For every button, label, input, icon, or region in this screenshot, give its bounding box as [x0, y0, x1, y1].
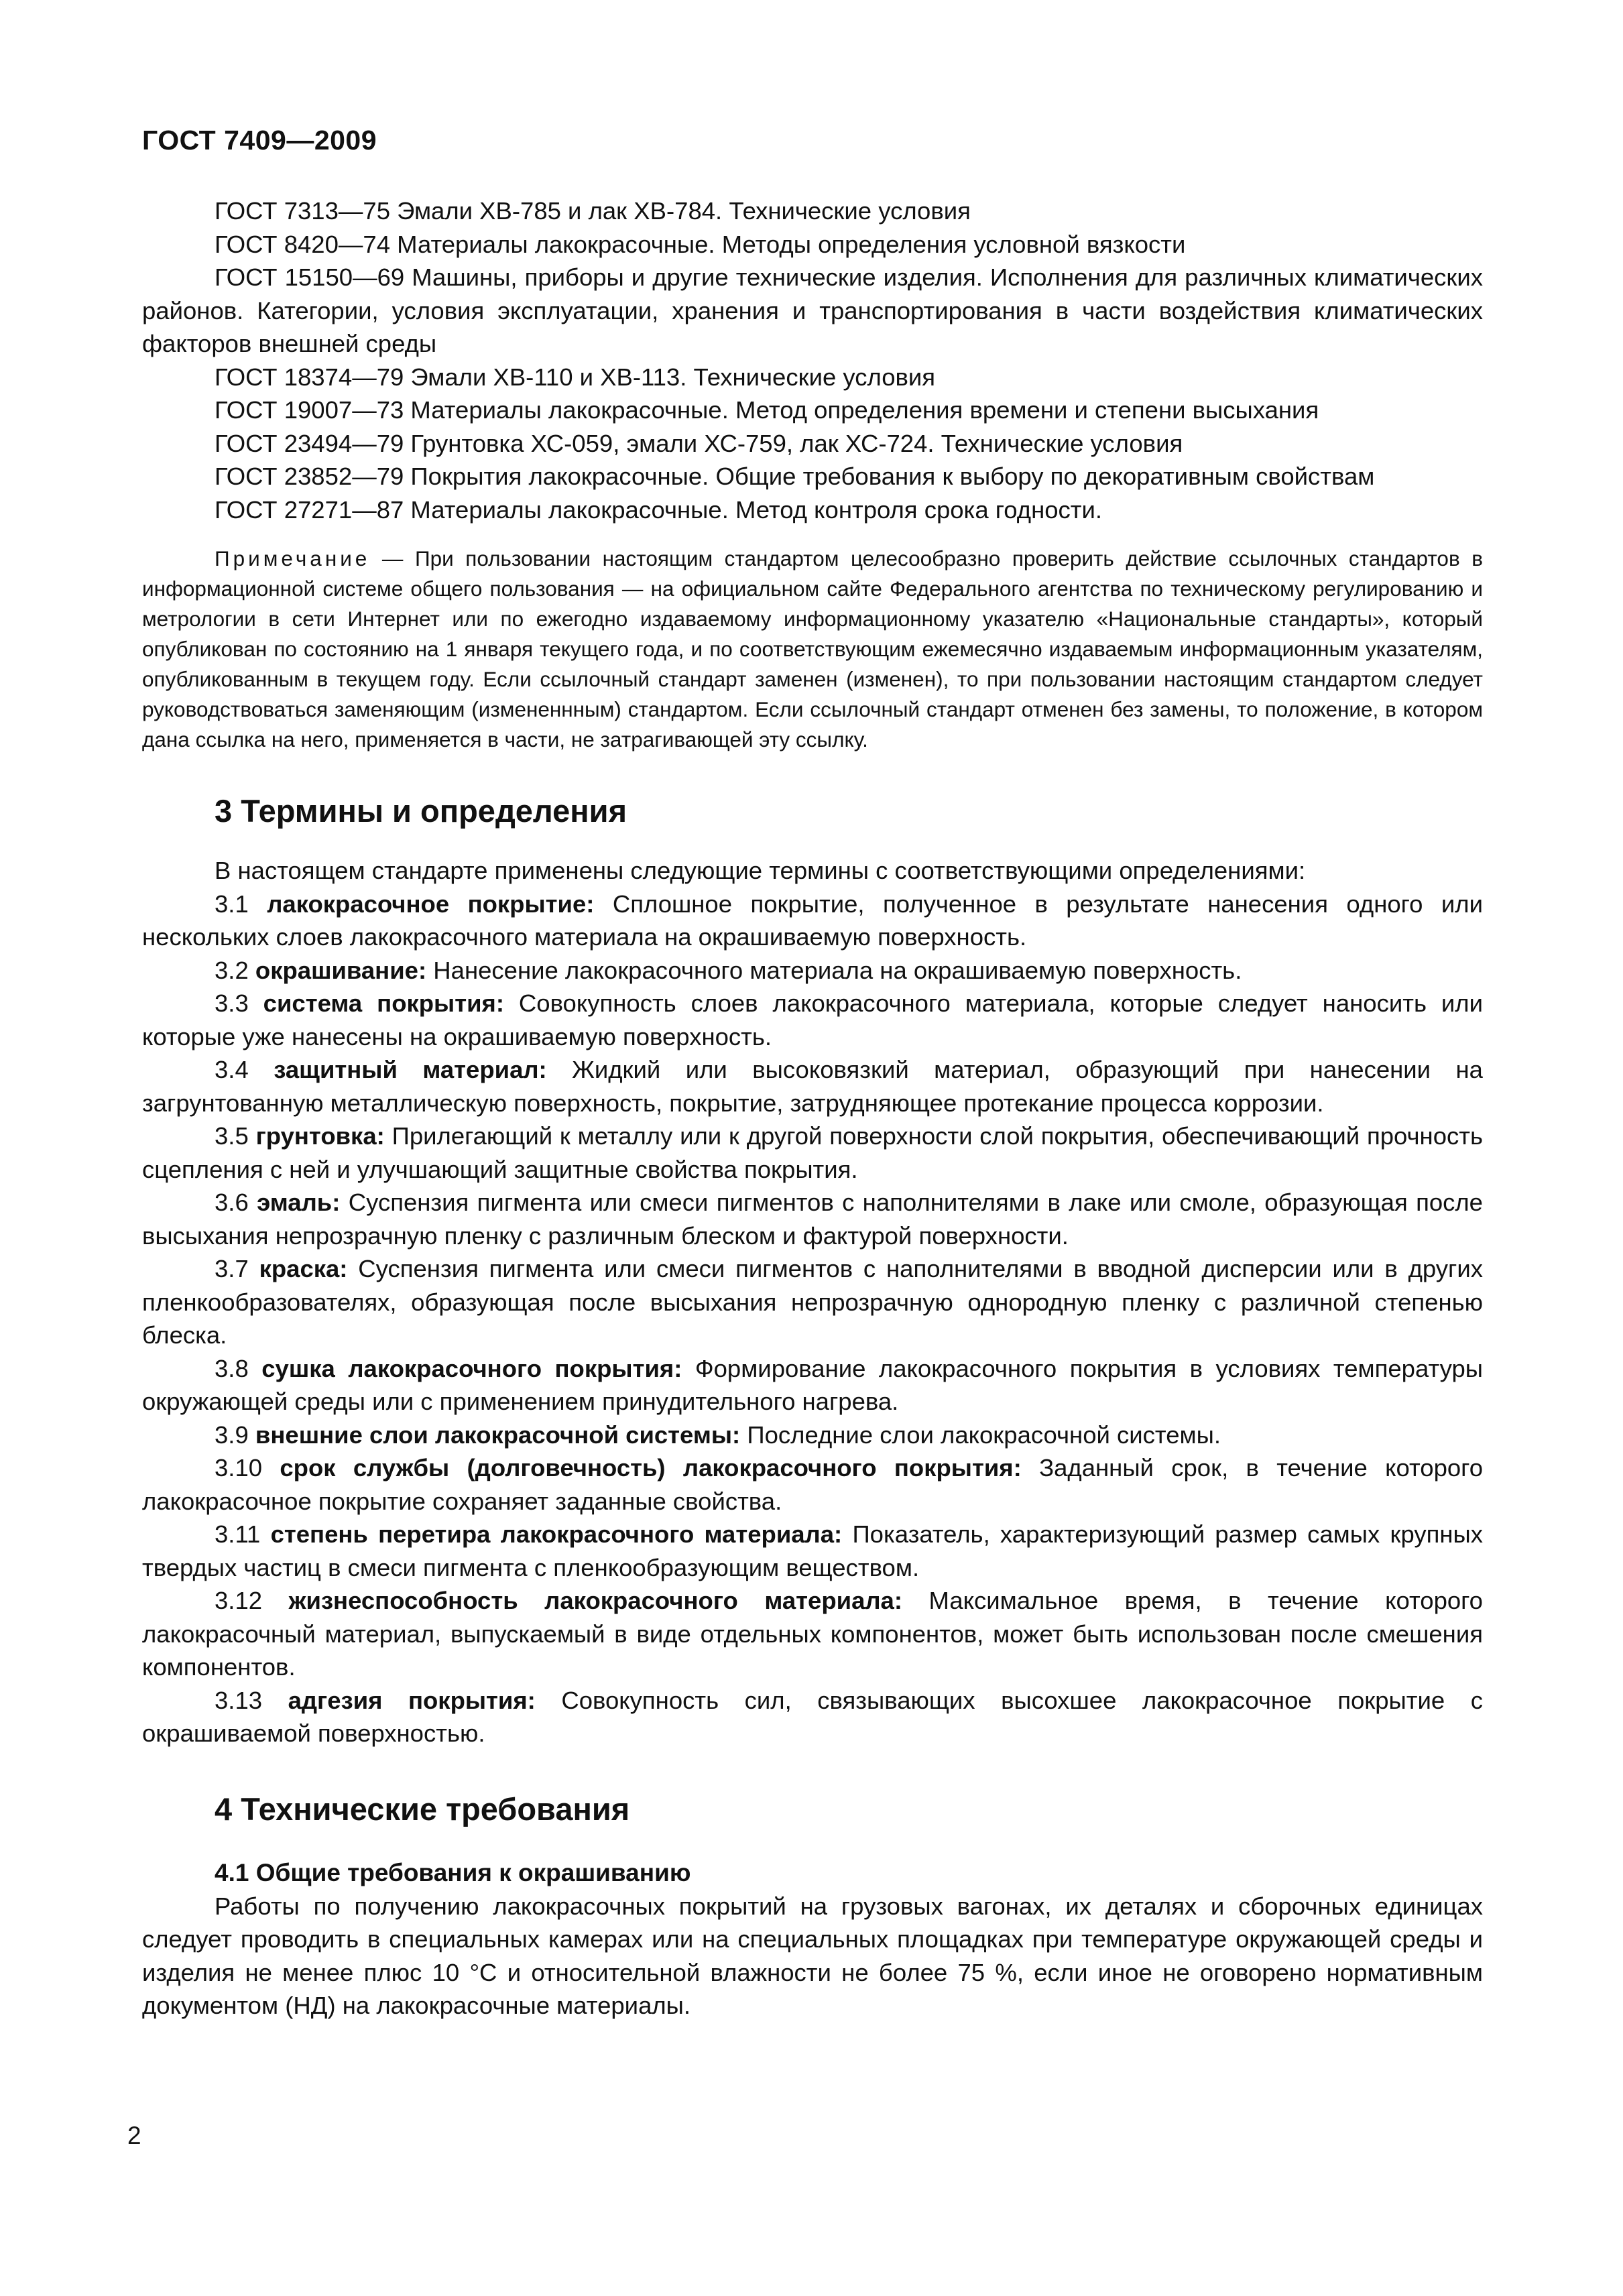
normative-references-list: [142, 194, 1483, 526]
term-number: 3.1: [215, 890, 249, 918]
term-name: степень перетира лакокрасочного материала:: [270, 1520, 843, 1548]
term-number: 3.9: [215, 1421, 249, 1449]
term-text: Совокупность сил, связывающих высохшее лакокрасочное покрытие с окрашиваемой поверхностью.: [142, 1686, 1483, 1747]
term-name: срок службы (долговечность) лакокрасочного покрытия:: [280, 1454, 1022, 1482]
term-text: Жидкий или высоковязкий материал, образующий при нанесении на загрунтованную металлическую поверхность, покрытие, затрудняющее протекание процесса коррозии.: [142, 1056, 1483, 1117]
section-3-heading: 3 Термины и определения: [215, 793, 627, 829]
term-definition: [142, 1518, 1483, 1584]
term-number: 3.8: [215, 1354, 249, 1382]
term-definition: [142, 888, 1483, 954]
term-number: 3.2: [215, 956, 249, 984]
term-name: адгезия покрытия:: [288, 1686, 536, 1714]
term-name: окрашивание:: [255, 956, 427, 984]
term-name: система покрытия:: [263, 989, 504, 1017]
page-number: 2: [127, 2122, 141, 2149]
term-number: 3.3: [215, 989, 249, 1017]
note-text: — При пользовании настоящим стандартом целесообразно проверить действие ссылочных стандартов в информационной системе общего пользования — на официальном сайте Федерального агентства по техническому регулированию и метрологии в сети Интернет или по ежегодно издаваемому информационному указателю «Национальные стандарты», который опубликован по состоянию на 1 января текущего года, и по соответствующим ежемесячно издаваемым информационным указателям, опубликованным в текущем году. Если ссылочный стандарт заменен (изменен), то при пользовании настоящим стандартом следует руководствоваться заменяющим (измененнным) стандартом. Если ссылочный стандарт отменен без замены, то положение, в котором дана ссылка на него, применяется в части, не затрагивающей эту ссылку.: [142, 546, 1483, 751]
term-number: 3.13: [215, 1686, 263, 1714]
term-name: сушка лакокрасочного покрытия:: [261, 1354, 682, 1382]
reference-item: ГОСТ 23494—79 Грунтовка ХС-059, эмали ХС-759, лак ХС-724. Технические условия: [215, 429, 1183, 457]
term-number: 3.12: [215, 1587, 263, 1614]
term-definition: [142, 1584, 1483, 1684]
running-head: ГОСТ 7409—2009: [142, 125, 377, 156]
subsection-4-1-heading: 4.1 Общие требования к окрашиванию: [215, 1858, 691, 1886]
term-text: Нанесение лакокрасочного материала на окрашиваемую поверхность.: [433, 956, 1242, 984]
term-number: 3.6: [215, 1189, 249, 1216]
term-text: Максимальное время, в течение которого лакокрасочный материал, выпускаемый в виде отдельных компонентов, может быть использован после смешения компонентов.: [142, 1587, 1483, 1681]
term-definition: [142, 1352, 1483, 1418]
term-number: 3.5: [215, 1122, 249, 1150]
subsection-4-1-paragraph: Работы по получению лакокрасочных покрытий на грузовых вагонах, их деталях и сборочных единицах следует проводить в специальных камерах или на специальных площадках при температуре окружающей среды и изделия не менее плюс 10 °С и относительной влажности не более 75 %, если иное не оговорено нормативным документом (НД) на лакокрасочные материалы.: [142, 1892, 1483, 2019]
reference-item: ГОСТ 19007—73 Материалы лакокрасочные. Метод определения времени и степени высыхания: [215, 396, 1319, 424]
note-paragraph: [142, 544, 1483, 755]
term-text: Совокупность слоев лакокрасочного материала, которые следует наносить или которые уже нанесены на окрашиваемую поверхность.: [142, 989, 1483, 1050]
reference-item: ГОСТ 15150—69 Машины, приборы и другие технические изделия. Исполнения для различных климатических районов. Категории, условия эксплуатации, хранения и транспортирования в части воздействия климатических факторов внешней среды: [142, 263, 1483, 357]
term-definition: [142, 987, 1483, 1053]
term-definition: [142, 1186, 1483, 1252]
reference-item: ГОСТ 7313—75 Эмали ХВ-785 и лак ХВ-784. Технические условия: [215, 197, 971, 225]
page-content: [142, 194, 1483, 2022]
reference-item: ГОСТ 8420—74 Материалы лакокрасочные. Методы определения условной вязкости: [215, 230, 1186, 258]
term-text: Последние слои лакокрасочной системы.: [747, 1421, 1221, 1449]
term-definition: [142, 954, 1483, 987]
term-number: 3.4: [215, 1056, 249, 1083]
term-number: 3.7: [215, 1255, 249, 1282]
term-text: Сплошное покрытие, полученное в результате нанесения одного или нескольких слоев лакокрасочного материала на окрашиваемую поверхность.: [142, 890, 1483, 951]
term-text: Формирование лакокрасочного покрытия в условиях температуры окружающей среды или с применением принудительного нагрева.: [142, 1354, 1483, 1415]
term-text: Суспензия пигмента или смеси пигментов с наполнителями в вводной дисперсии или в других пленкообразователях, образующая после высыхания непрозрачную однородную пленку с различной степенью блеска.: [142, 1255, 1483, 1349]
term-name: защитный материал:: [274, 1056, 547, 1083]
term-number: 3.11: [215, 1520, 261, 1548]
term-definition: [142, 1053, 1483, 1120]
note-label: Примечание: [215, 546, 371, 570]
section-3-intro: В настоящем стандарте применены следующие термины с соответствующими определениями:: [215, 857, 1306, 884]
reference-item: ГОСТ 27271—87 Материалы лакокрасочные. Метод контроля срока годности.: [215, 495, 1103, 524]
term-definition: [142, 1451, 1483, 1518]
term-definition: [142, 1684, 1483, 1750]
term-text: Прилегающий к металлу или к другой поверхности слой покрытия, обеспечивающий прочность сцепления с ней и улучшающий защитные свойства покрытия.: [142, 1122, 1483, 1183]
section-4-heading: 4 Технические требования: [215, 1791, 630, 1827]
term-definition: [142, 1252, 1483, 1352]
term-name: грунтовка:: [255, 1122, 385, 1150]
term-text: Суспензия пигмента или смеси пигментов с наполнителями в лаке или смоле, образующая после высыхания непрозрачную пленку с различным блеском и фактурой поверхности.: [142, 1189, 1483, 1250]
term-name: жизнеспособность лакокрасочного материала:: [288, 1587, 903, 1614]
term-name: эмаль:: [257, 1189, 341, 1216]
reference-item: ГОСТ 23852—79 Покрытия лакокрасочные. Общие требования к выбору по декоративным свойствам: [215, 463, 1375, 490]
term-name: краска:: [259, 1255, 348, 1282]
term-name: лакокрасочное покрытие:: [267, 890, 595, 918]
terms-list: [142, 888, 1483, 1750]
term-name: внешние слои лакокрасочной системы:: [255, 1421, 741, 1449]
reference-item: ГОСТ 18374—79 Эмали ХВ-110 и ХВ-113. Технические условия: [215, 363, 936, 391]
term-text: Показатель, характеризующий размер самых крупных твердых частиц в смеси пигмента с пленкообразующим веществом.: [142, 1520, 1483, 1581]
term-text: Заданный срок, в течение которого лакокрасочное покрытие сохраняет заданные свойства.: [142, 1454, 1483, 1515]
term-number: 3.10: [215, 1454, 263, 1482]
term-definition: [142, 1418, 1483, 1452]
term-definition: [142, 1120, 1483, 1186]
